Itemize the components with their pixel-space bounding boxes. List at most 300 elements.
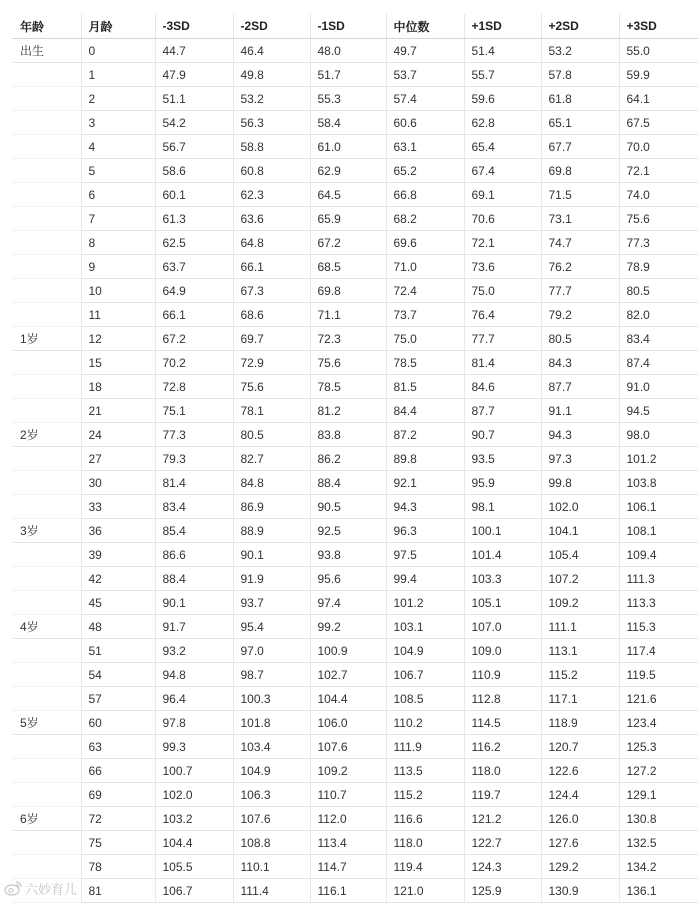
cell-plus-2sd: 71.5: [541, 183, 619, 207]
cell-month: 42: [81, 567, 155, 591]
cell-plus-3sd: 82.0: [619, 303, 698, 327]
cell-median: 115.2: [386, 783, 464, 807]
cell-minus-2sd: 75.6: [233, 375, 310, 399]
cell-minus-2sd: 103.4: [233, 735, 310, 759]
cell-plus-3sd: 108.1: [619, 519, 698, 543]
cell-age: [12, 471, 81, 495]
cell-plus-1sd: 119.7: [464, 783, 541, 807]
cell-plus-1sd: 76.4: [464, 303, 541, 327]
table-row: [12, 711, 698, 735]
table-row: [12, 615, 698, 639]
cell-age: [12, 735, 81, 759]
cell-plus-3sd: 136.1: [619, 879, 698, 903]
cell-age: [12, 231, 81, 255]
table-row: [12, 399, 698, 423]
cell-plus-2sd: 111.1: [541, 615, 619, 639]
table-row: [12, 543, 698, 567]
cell-minus-2sd: 106.3: [233, 783, 310, 807]
cell-age: [12, 447, 81, 471]
cell-minus-2sd: 80.5: [233, 423, 310, 447]
cell-age: [12, 639, 81, 663]
table-row: [12, 783, 698, 807]
cell-minus-1sd: 62.9: [310, 159, 386, 183]
cell-plus-1sd: 81.4: [464, 351, 541, 375]
cell-minus-2sd: 78.1: [233, 399, 310, 423]
cell-minus-1sd: 69.8: [310, 279, 386, 303]
cell-median: 92.1: [386, 471, 464, 495]
cell-minus-3sd: 97.8: [155, 711, 233, 735]
cell-minus-3sd: 85.4: [155, 519, 233, 543]
cell-plus-3sd: 64.1: [619, 87, 698, 111]
cell-median: 81.5: [386, 375, 464, 399]
cell-minus-1sd: 110.7: [310, 783, 386, 807]
cell-minus-1sd: 88.4: [310, 471, 386, 495]
cell-minus-2sd: 84.8: [233, 471, 310, 495]
cell-plus-3sd: 117.4: [619, 639, 698, 663]
cell-median: 72.4: [386, 279, 464, 303]
cell-median: 73.7: [386, 303, 464, 327]
cell-plus-1sd: 121.2: [464, 807, 541, 831]
cell-month: 27: [81, 447, 155, 471]
cell-month: 2: [81, 87, 155, 111]
cell-median: 87.2: [386, 423, 464, 447]
cell-plus-3sd: 101.2: [619, 447, 698, 471]
cell-age: [12, 279, 81, 303]
cell-plus-1sd: 77.7: [464, 327, 541, 351]
cell-median: 94.3: [386, 495, 464, 519]
cell-plus-1sd: 109.0: [464, 639, 541, 663]
cell-minus-2sd: 111.4: [233, 879, 310, 903]
cell-minus-1sd: 58.4: [310, 111, 386, 135]
cell-plus-3sd: 72.1: [619, 159, 698, 183]
cell-age: [12, 567, 81, 591]
cell-minus-1sd: 100.9: [310, 639, 386, 663]
cell-plus-1sd: 93.5: [464, 447, 541, 471]
cell-minus-1sd: 99.2: [310, 615, 386, 639]
cell-age: 出生: [12, 39, 81, 63]
cell-month: 30: [81, 471, 155, 495]
header-month: 月龄: [81, 14, 155, 39]
cell-minus-3sd: 86.6: [155, 543, 233, 567]
cell-minus-1sd: 68.5: [310, 255, 386, 279]
cell-age: 6岁: [12, 807, 81, 831]
cell-age: 5岁: [12, 711, 81, 735]
cell-month: 33: [81, 495, 155, 519]
cell-age: 1岁: [12, 327, 81, 351]
cell-minus-3sd: 106.7: [155, 879, 233, 903]
table-row: [12, 87, 698, 111]
header-age: 年龄: [12, 14, 81, 39]
cell-minus-3sd: 90.1: [155, 591, 233, 615]
cell-minus-2sd: 64.8: [233, 231, 310, 255]
watermark: [4, 878, 77, 898]
cell-month: 75: [81, 831, 155, 855]
cell-plus-2sd: 61.8: [541, 87, 619, 111]
cell-minus-2sd: 95.4: [233, 615, 310, 639]
growth-standard-table: [12, 14, 698, 903]
cell-plus-2sd: 102.0: [541, 495, 619, 519]
cell-minus-1sd: 104.4: [310, 687, 386, 711]
cell-month: 11: [81, 303, 155, 327]
table-row: [12, 351, 698, 375]
cell-median: 78.5: [386, 351, 464, 375]
cell-plus-1sd: 55.7: [464, 63, 541, 87]
cell-plus-3sd: 59.9: [619, 63, 698, 87]
header-row: [12, 14, 698, 39]
cell-median: 113.5: [386, 759, 464, 783]
cell-plus-2sd: 115.2: [541, 663, 619, 687]
cell-minus-3sd: 83.4: [155, 495, 233, 519]
cell-minus-3sd: 64.9: [155, 279, 233, 303]
cell-plus-3sd: 91.0: [619, 375, 698, 399]
cell-minus-1sd: 114.7: [310, 855, 386, 879]
cell-minus-3sd: 105.5: [155, 855, 233, 879]
cell-month: 3: [81, 111, 155, 135]
header-plus-2sd: +2SD: [541, 14, 619, 39]
cell-age: [12, 831, 81, 855]
cell-median: 63.1: [386, 135, 464, 159]
cell-plus-3sd: 87.4: [619, 351, 698, 375]
cell-minus-3sd: 75.1: [155, 399, 233, 423]
cell-plus-2sd: 120.7: [541, 735, 619, 759]
cell-minus-1sd: 107.6: [310, 735, 386, 759]
cell-minus-1sd: 95.6: [310, 567, 386, 591]
cell-age: [12, 687, 81, 711]
cell-minus-1sd: 102.7: [310, 663, 386, 687]
table-row: [12, 231, 698, 255]
cell-minus-1sd: 67.2: [310, 231, 386, 255]
cell-minus-3sd: 104.4: [155, 831, 233, 855]
cell-minus-2sd: 53.2: [233, 87, 310, 111]
cell-minus-3sd: 72.8: [155, 375, 233, 399]
cell-age: [12, 63, 81, 87]
cell-plus-3sd: 70.0: [619, 135, 698, 159]
cell-minus-2sd: 49.8: [233, 63, 310, 87]
cell-minus-2sd: 101.8: [233, 711, 310, 735]
cell-plus-1sd: 125.9: [464, 879, 541, 903]
cell-plus-3sd: 134.2: [619, 855, 698, 879]
cell-minus-3sd: 93.2: [155, 639, 233, 663]
cell-plus-1sd: 122.7: [464, 831, 541, 855]
cell-median: 66.8: [386, 183, 464, 207]
table-row: [12, 303, 698, 327]
cell-plus-2sd: 67.7: [541, 135, 619, 159]
cell-plus-3sd: 103.8: [619, 471, 698, 495]
cell-plus-2sd: 117.1: [541, 687, 619, 711]
cell-minus-2sd: 72.9: [233, 351, 310, 375]
cell-month: 0: [81, 39, 155, 63]
cell-minus-2sd: 66.1: [233, 255, 310, 279]
cell-plus-3sd: 74.0: [619, 183, 698, 207]
cell-month: 39: [81, 543, 155, 567]
cell-minus-3sd: 94.8: [155, 663, 233, 687]
table-row: [12, 423, 698, 447]
cell-plus-1sd: 75.0: [464, 279, 541, 303]
cell-median: 71.0: [386, 255, 464, 279]
cell-plus-2sd: 129.2: [541, 855, 619, 879]
cell-minus-3sd: 103.2: [155, 807, 233, 831]
cell-age: [12, 183, 81, 207]
cell-month: 5: [81, 159, 155, 183]
cell-minus-3sd: 81.4: [155, 471, 233, 495]
cell-minus-1sd: 93.8: [310, 543, 386, 567]
cell-minus-2sd: 58.8: [233, 135, 310, 159]
cell-plus-2sd: 107.2: [541, 567, 619, 591]
cell-month: 4: [81, 135, 155, 159]
cell-age: [12, 351, 81, 375]
table-row: [12, 159, 698, 183]
cell-age: 2岁: [12, 423, 81, 447]
cell-median: 116.6: [386, 807, 464, 831]
cell-plus-2sd: 65.1: [541, 111, 619, 135]
cell-median: 84.4: [386, 399, 464, 423]
cell-month: 36: [81, 519, 155, 543]
cell-plus-2sd: 84.3: [541, 351, 619, 375]
header-plus-3sd: +3SD: [619, 14, 698, 39]
cell-median: 119.4: [386, 855, 464, 879]
table-row: [12, 375, 698, 399]
cell-minus-1sd: 97.4: [310, 591, 386, 615]
cell-minus-3sd: 44.7: [155, 39, 233, 63]
cell-age: [12, 855, 81, 879]
cell-age: [12, 375, 81, 399]
cell-minus-3sd: 66.1: [155, 303, 233, 327]
cell-plus-1sd: 69.1: [464, 183, 541, 207]
cell-median: 96.3: [386, 519, 464, 543]
cell-plus-2sd: 77.7: [541, 279, 619, 303]
cell-plus-3sd: 115.3: [619, 615, 698, 639]
cell-month: 78: [81, 855, 155, 879]
cell-plus-2sd: 127.6: [541, 831, 619, 855]
cell-plus-3sd: 78.9: [619, 255, 698, 279]
table-row: [12, 687, 698, 711]
cell-minus-3sd: 60.1: [155, 183, 233, 207]
cell-minus-3sd: 56.7: [155, 135, 233, 159]
cell-age: 3岁: [12, 519, 81, 543]
cell-plus-1sd: 124.3: [464, 855, 541, 879]
cell-minus-3sd: 77.3: [155, 423, 233, 447]
cell-plus-3sd: 80.5: [619, 279, 698, 303]
cell-minus-1sd: 112.0: [310, 807, 386, 831]
table-row: [12, 39, 698, 63]
cell-plus-2sd: 57.8: [541, 63, 619, 87]
cell-minus-1sd: 92.5: [310, 519, 386, 543]
table-row: [12, 831, 698, 855]
cell-plus-2sd: 118.9: [541, 711, 619, 735]
table-row: [12, 519, 698, 543]
cell-plus-1sd: 98.1: [464, 495, 541, 519]
cell-plus-3sd: 83.4: [619, 327, 698, 351]
cell-plus-2sd: 74.7: [541, 231, 619, 255]
cell-plus-3sd: 67.5: [619, 111, 698, 135]
cell-minus-3sd: 47.9: [155, 63, 233, 87]
cell-minus-1sd: 61.0: [310, 135, 386, 159]
cell-minus-2sd: 67.3: [233, 279, 310, 303]
cell-age: [12, 591, 81, 615]
cell-age: [12, 207, 81, 231]
cell-age: [12, 543, 81, 567]
cell-month: 72: [81, 807, 155, 831]
header-minus-2sd: -2SD: [233, 14, 310, 39]
cell-minus-1sd: 113.4: [310, 831, 386, 855]
cell-minus-2sd: 97.0: [233, 639, 310, 663]
cell-plus-1sd: 62.8: [464, 111, 541, 135]
cell-plus-1sd: 73.6: [464, 255, 541, 279]
cell-plus-2sd: 122.6: [541, 759, 619, 783]
cell-plus-3sd: 106.1: [619, 495, 698, 519]
cell-minus-3sd: 91.7: [155, 615, 233, 639]
cell-age: [12, 303, 81, 327]
cell-minus-1sd: 51.7: [310, 63, 386, 87]
cell-median: 111.9: [386, 735, 464, 759]
cell-plus-1sd: 84.6: [464, 375, 541, 399]
cell-plus-1sd: 118.0: [464, 759, 541, 783]
cell-minus-3sd: 54.2: [155, 111, 233, 135]
cell-month: 57: [81, 687, 155, 711]
table-row: [12, 759, 698, 783]
cell-median: 99.4: [386, 567, 464, 591]
table-row: [12, 447, 698, 471]
table-row: [12, 495, 698, 519]
cell-minus-1sd: 81.2: [310, 399, 386, 423]
cell-age: 4岁: [12, 615, 81, 639]
cell-plus-3sd: 111.3: [619, 567, 698, 591]
cell-plus-2sd: 105.4: [541, 543, 619, 567]
cell-median: 110.2: [386, 711, 464, 735]
cell-plus-2sd: 94.3: [541, 423, 619, 447]
cell-month: 12: [81, 327, 155, 351]
cell-month: 54: [81, 663, 155, 687]
cell-minus-3sd: 96.4: [155, 687, 233, 711]
cell-plus-3sd: 77.3: [619, 231, 698, 255]
cell-plus-2sd: 126.0: [541, 807, 619, 831]
cell-plus-3sd: 129.1: [619, 783, 698, 807]
cell-plus-2sd: 113.1: [541, 639, 619, 663]
table-row: [12, 663, 698, 687]
cell-month: 21: [81, 399, 155, 423]
cell-median: 118.0: [386, 831, 464, 855]
cell-minus-3sd: 51.1: [155, 87, 233, 111]
cell-minus-2sd: 98.7: [233, 663, 310, 687]
cell-median: 68.2: [386, 207, 464, 231]
cell-minus-2sd: 46.4: [233, 39, 310, 63]
cell-plus-1sd: 72.1: [464, 231, 541, 255]
cell-month: 48: [81, 615, 155, 639]
table-row: [12, 207, 698, 231]
table-row: [12, 471, 698, 495]
cell-minus-2sd: 86.9: [233, 495, 310, 519]
cell-median: 103.1: [386, 615, 464, 639]
cell-plus-2sd: 87.7: [541, 375, 619, 399]
cell-minus-3sd: 58.6: [155, 159, 233, 183]
cell-minus-3sd: 67.2: [155, 327, 233, 351]
cell-month: 10: [81, 279, 155, 303]
table-row: [12, 879, 698, 903]
cell-plus-1sd: 65.4: [464, 135, 541, 159]
table-row: [12, 567, 698, 591]
cell-minus-1sd: 106.0: [310, 711, 386, 735]
cell-median: 104.9: [386, 639, 464, 663]
cell-plus-1sd: 103.3: [464, 567, 541, 591]
cell-minus-2sd: 68.6: [233, 303, 310, 327]
cell-plus-2sd: 97.3: [541, 447, 619, 471]
cell-age: [12, 135, 81, 159]
cell-plus-2sd: 104.1: [541, 519, 619, 543]
cell-median: 121.0: [386, 879, 464, 903]
cell-minus-2sd: 60.8: [233, 159, 310, 183]
cell-minus-2sd: 107.6: [233, 807, 310, 831]
cell-plus-1sd: 114.5: [464, 711, 541, 735]
cell-plus-3sd: 119.5: [619, 663, 698, 687]
cell-plus-1sd: 59.6: [464, 87, 541, 111]
table-row: [12, 63, 698, 87]
cell-minus-3sd: 79.3: [155, 447, 233, 471]
cell-plus-1sd: 101.4: [464, 543, 541, 567]
table-row: [12, 807, 698, 831]
cell-plus-2sd: 124.4: [541, 783, 619, 807]
cell-plus-1sd: 110.9: [464, 663, 541, 687]
cell-minus-1sd: 90.5: [310, 495, 386, 519]
cell-month: 8: [81, 231, 155, 255]
header-plus-1sd: +1SD: [464, 14, 541, 39]
table-row: [12, 279, 698, 303]
cell-minus-3sd: 61.3: [155, 207, 233, 231]
table-row: [12, 183, 698, 207]
table-row: [12, 111, 698, 135]
cell-plus-2sd: 109.2: [541, 591, 619, 615]
cell-median: 106.7: [386, 663, 464, 687]
cell-age: [12, 663, 81, 687]
table-row: [12, 135, 698, 159]
cell-minus-2sd: 63.6: [233, 207, 310, 231]
cell-plus-2sd: 76.2: [541, 255, 619, 279]
table-row: [12, 327, 698, 351]
cell-month: 60: [81, 711, 155, 735]
cell-minus-2sd: 88.9: [233, 519, 310, 543]
cell-minus-2sd: 90.1: [233, 543, 310, 567]
cell-month: 7: [81, 207, 155, 231]
cell-age: [12, 87, 81, 111]
cell-minus-3sd: 70.2: [155, 351, 233, 375]
cell-plus-3sd: 98.0: [619, 423, 698, 447]
cell-month: 81: [81, 879, 155, 903]
cell-plus-3sd: 113.3: [619, 591, 698, 615]
cell-minus-2sd: 104.9: [233, 759, 310, 783]
cell-minus-2sd: 110.1: [233, 855, 310, 879]
cell-age: [12, 159, 81, 183]
cell-plus-2sd: 80.5: [541, 327, 619, 351]
cell-plus-2sd: 73.1: [541, 207, 619, 231]
cell-minus-1sd: 65.9: [310, 207, 386, 231]
cell-minus-1sd: 109.2: [310, 759, 386, 783]
cell-month: 6: [81, 183, 155, 207]
cell-plus-1sd: 116.2: [464, 735, 541, 759]
cell-minus-1sd: 72.3: [310, 327, 386, 351]
cell-minus-2sd: 91.9: [233, 567, 310, 591]
cell-plus-2sd: 53.2: [541, 39, 619, 63]
cell-median: 60.6: [386, 111, 464, 135]
cell-month: 9: [81, 255, 155, 279]
weibo-logo-icon: [4, 880, 22, 896]
cell-minus-2sd: 108.8: [233, 831, 310, 855]
cell-age: [12, 759, 81, 783]
cell-plus-3sd: 127.2: [619, 759, 698, 783]
cell-minus-1sd: 86.2: [310, 447, 386, 471]
table-row: [12, 639, 698, 663]
cell-median: 49.7: [386, 39, 464, 63]
cell-month: 66: [81, 759, 155, 783]
cell-minus-2sd: 93.7: [233, 591, 310, 615]
